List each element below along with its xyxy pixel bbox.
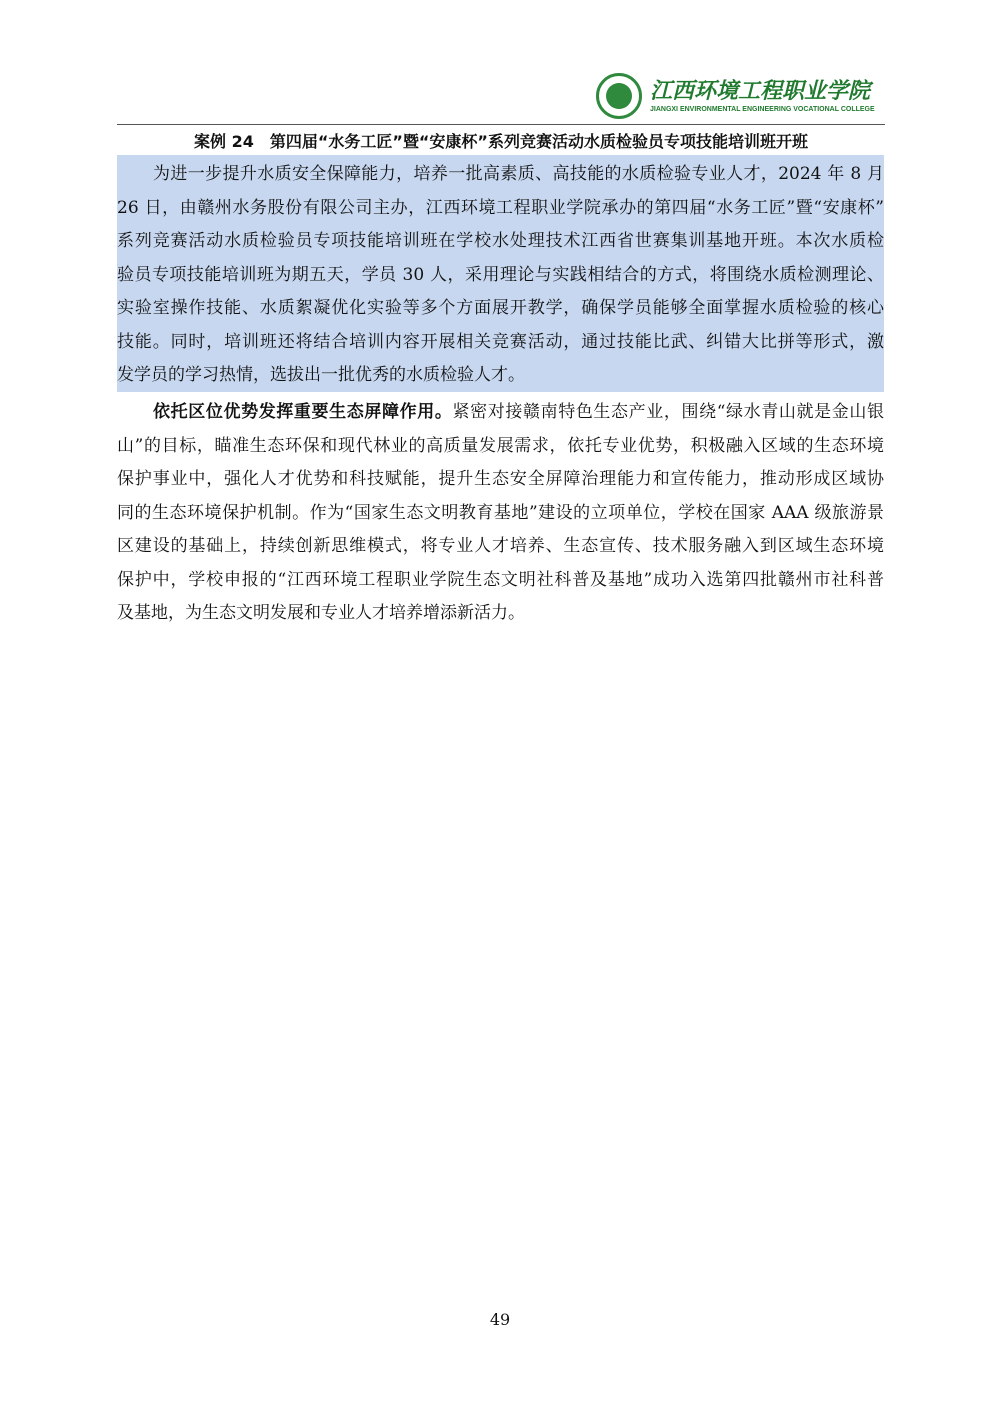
text-line: 为进一步提升水质安全保障能力，培养一批高素质、高技能的水质检验专业人才，2024 年 8 月 [153, 164, 884, 184]
text-line: 山”的目标，瞄准生态环保和现代林业的高质量发展需求，依托专业优势，积极融入区域的生态环境 [117, 435, 884, 456]
text-line: 同的生态环境保护机制。作为“国家生态文明教育基地”建设的立项单位，学校在国家 AAA 级旅游景 [117, 502, 884, 523]
body-paragraph [117, 396, 884, 631]
logo-english-name: JIANGXI ENVIRONMENTAL ENGINEERING VOCATIONAL COLLEGE [650, 105, 875, 113]
text-line: 保护事业中，强化人才优势和科技赋能，提升生态安全屏障治理能力和宣传能力，推动形成区域协 [117, 469, 884, 489]
college-seal-icon [596, 73, 642, 119]
text-line: 验员专项技能培训班为期五天，学员 30 人，采用理论与实践相结合的方式，将围绕水质检测理论、 [117, 264, 884, 285]
header-rule [117, 124, 885, 125]
text-span: 紧密对接赣南特色生态产业，围绕“绿水青山就是金山银 [452, 402, 884, 422]
text-line: 技能。同时，培训班还将结合培训内容开展相关竞赛活动，通过技能比武、纠错大比拼等形式，激 [117, 331, 884, 352]
case-title: 案例 24 第四届“水务工匠”暨“安康杯”系列竞赛活动水质检验员专项技能培训班开班 [194, 132, 808, 151]
text-line: 及基地，为生态文明发展和专业人才培养增添新活力。 [117, 603, 525, 623]
text-line: 实验室操作技能、水质絮凝优化实验等多个方面展开教学，确保学员能够全面掌握水质检验的核心 [117, 298, 884, 318]
text-line: 发学员的学习热情，选拔出一批优秀的水质检验人才。 [117, 365, 525, 385]
paragraph-lead: 依托区位优势发挥重要生态屏障作用。 [153, 402, 453, 422]
text-line: 区建设的基础上，持续创新思维模式，将专业人才培养、生态宣传、技术服务融入到区域生态环境 [117, 536, 884, 556]
college-logo [596, 70, 888, 122]
logo-chinese-name: 江西环境工程职业学院 [650, 77, 871, 104]
text-line: 系列竞赛活动水质检验员专项技能培训班在学校水处理技术江西省世赛集训基地开班。本次水质检 [117, 231, 884, 251]
page-number: 49 [489, 1310, 511, 1329]
text-line: 保护中，学校申报的“江西环境工程职业学院生态文明社科普及基地”成功入选第四批赣州市社科普 [117, 569, 884, 590]
text-line: 26 日，由赣州水务股份有限公司主办，江西环境工程职业学院承办的第四届“水务工匠”暨“安康杯” [117, 197, 884, 218]
case-paragraph [117, 158, 884, 393]
text-line [117, 396, 884, 430]
